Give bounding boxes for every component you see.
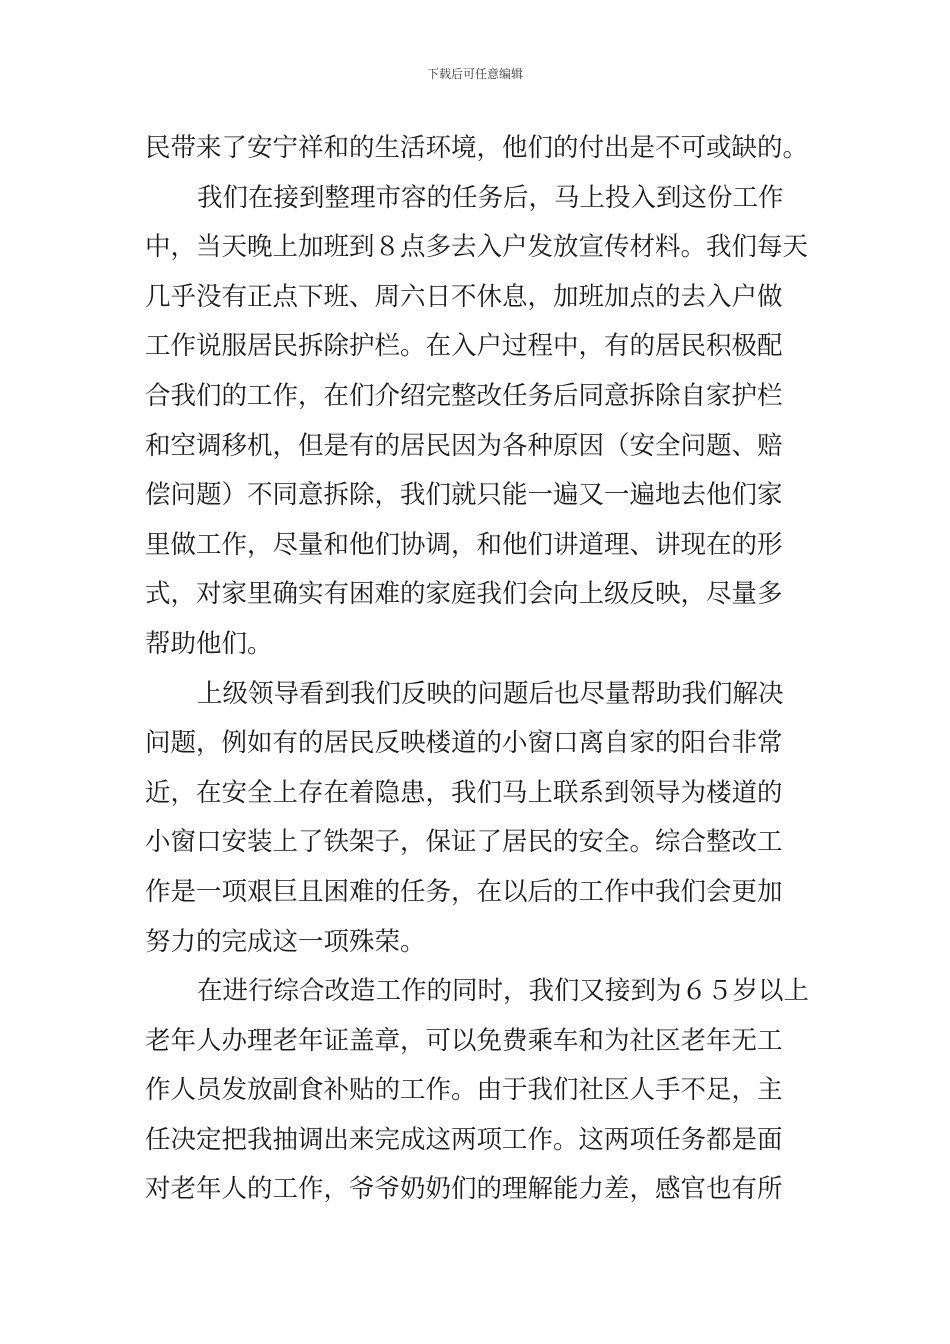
text-line: 里做工作，尽量和他们协调，和他们讲道理、讲现在的形 <box>145 529 783 560</box>
text-line: 问题，例如有的居民反映楼道的小窗口离自家的阳台非常 <box>145 728 783 759</box>
text-line: 民带来了安宁祥和的生活环境，他们的付出是不可或缺的。 <box>145 133 809 163</box>
document-body <box>145 124 810 1215</box>
text-line: 偿问题）不同意拆除，我们就只能一遍又一遍地去他们家 <box>145 480 783 511</box>
text-line: 我们在接到整理市容的任务后，马上投入到这份工作 <box>197 182 784 213</box>
page-header: 下载后可任意编辑 <box>426 67 523 81</box>
text-line: 和空调移机，但是有的居民因为各种原因（安全问题、赔 <box>145 430 783 461</box>
text-line: 任决定把我抽调出来完成这两项工作。这两项任务都是面 <box>145 1124 783 1155</box>
text-line: 中，当天晚上加班到８点多去入户发放宣传材料。我们每天 <box>145 232 809 263</box>
text-line: 努力的完成这一项殊荣。 <box>145 926 426 957</box>
text-line: 作是一项艰巨且困难的任务，在以后的工作中我们会更加 <box>145 876 783 907</box>
text-line: 上级领导看到我们反映的问题后也尽量帮助我们解决 <box>197 678 784 709</box>
text-line: 几乎没有正点下班、周六日不休息，加班加点的去入户做 <box>145 281 783 312</box>
text-line: 合我们的工作，在们介绍完整改任务后同意拆除自家护栏 <box>145 380 783 411</box>
text-line: 在进行综合改造工作的同时，我们又接到为６５岁以上 <box>197 976 810 1007</box>
text-line: 式，对家里确实有困难的家庭我们会向上级反映，尽量多 <box>145 579 783 610</box>
text-line: 近，在安全上存在着隐患，我们马上联系到领导为楼道的 <box>145 777 783 808</box>
text-line: 小窗口安装上了铁架子，保证了居民的安全。综合整改工 <box>145 827 783 858</box>
text-line: 对老年人的工作，爷爷奶奶们的理解能力差，感官也有所 <box>145 1174 783 1205</box>
text-line: 作人员发放副食补贴的工作。由于我们社区人手不足，主 <box>145 1075 783 1106</box>
text-line: 帮助他们。 <box>145 628 273 659</box>
text-line: 老年人办理老年证盖章，可以免费乘车和为社区老年无工 <box>145 1025 783 1056</box>
text-line: 工作说服居民拆除护栏。在入户过程中，有的居民积极配 <box>145 331 783 362</box>
